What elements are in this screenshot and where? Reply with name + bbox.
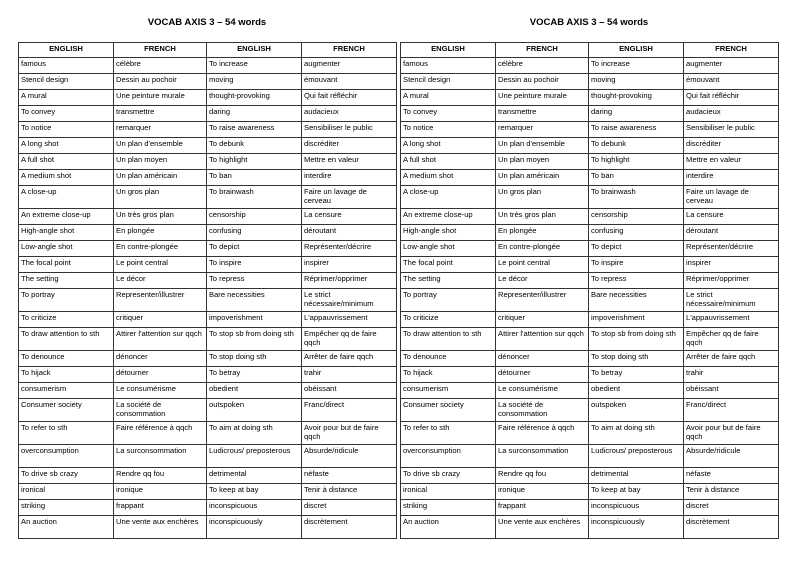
- english-term: To draw attention to sth: [401, 328, 496, 351]
- english-term: famous: [401, 58, 496, 74]
- english-term: To betray: [589, 367, 684, 383]
- french-translation: La surconsommation: [114, 445, 207, 468]
- table-row: [19, 186, 397, 209]
- english-term: To stop doing sth: [207, 351, 302, 367]
- english-term: daring: [207, 106, 302, 122]
- table-row: [401, 367, 779, 383]
- english-term: Low-angle shot: [19, 241, 114, 257]
- french-translation: Rendre qq fou: [496, 468, 589, 484]
- french-translation: discret: [684, 500, 779, 516]
- french-translation: ironique: [114, 484, 207, 500]
- table-row: [19, 328, 397, 351]
- vocab-sheet-right: [400, 16, 778, 539]
- english-term: To refer to sth: [19, 422, 114, 445]
- french-translation: Une vente aux enchères: [496, 516, 589, 539]
- english-term: obedient: [589, 383, 684, 399]
- english-term: To denounce: [401, 351, 496, 367]
- english-term: To ban: [589, 170, 684, 186]
- english-term: daring: [589, 106, 684, 122]
- table-row: [401, 484, 779, 500]
- english-term: The setting: [19, 273, 114, 289]
- english-term: To depict: [207, 241, 302, 257]
- french-translation: déroutant: [684, 225, 779, 241]
- french-translation: Franc/direct: [684, 399, 779, 422]
- table-row: [19, 74, 397, 90]
- french-translation: célèbre: [496, 58, 589, 74]
- english-term: A full shot: [401, 154, 496, 170]
- french-translation: émouvant: [684, 74, 779, 90]
- french-translation: discrètement: [684, 516, 779, 539]
- french-translation: Avoir pour but de faire qqch: [684, 422, 779, 445]
- french-translation: Une vente aux enchères: [114, 516, 207, 539]
- header-row: [19, 43, 397, 58]
- table-row: [19, 106, 397, 122]
- english-term: consumerism: [19, 383, 114, 399]
- french-translation: Un plan d'ensemble: [114, 138, 207, 154]
- english-term: To convey: [401, 106, 496, 122]
- french-translation: transmettre: [114, 106, 207, 122]
- french-translation: Un plan moyen: [496, 154, 589, 170]
- english-term: Stencil design: [401, 74, 496, 90]
- table-row: [19, 500, 397, 516]
- table-row: [401, 273, 779, 289]
- english-term: Bare necessities: [207, 289, 302, 312]
- english-term: inconspicuously: [589, 516, 684, 539]
- table-row: [401, 445, 779, 468]
- english-term: Low-angle shot: [401, 241, 496, 257]
- table-row: [19, 241, 397, 257]
- french-translation: émouvant: [302, 74, 397, 90]
- english-term: A medium shot: [401, 170, 496, 186]
- vocab-table: [400, 42, 779, 539]
- table-row: [19, 399, 397, 422]
- english-term: impoverishment: [207, 312, 302, 328]
- english-term: To debunk: [589, 138, 684, 154]
- french-translation: Dessin au pochoir: [496, 74, 589, 90]
- english-term: To portray: [401, 289, 496, 312]
- table-row: [401, 257, 779, 273]
- french-translation: frappant: [114, 500, 207, 516]
- english-term: consumerism: [401, 383, 496, 399]
- english-term: To criticize: [19, 312, 114, 328]
- english-term: A long shot: [19, 138, 114, 154]
- french-translation: obéissant: [684, 383, 779, 399]
- french-translation: audacieux: [684, 106, 779, 122]
- column-header: FRENCH: [302, 43, 397, 58]
- french-translation: augmenter: [302, 58, 397, 74]
- french-translation: Le décor: [114, 273, 207, 289]
- french-translation: Faire un lavage de cerveau: [302, 186, 397, 209]
- french-translation: Representer/illustrer: [496, 289, 589, 312]
- english-term: inconspicuous: [589, 500, 684, 516]
- english-term: To betray: [207, 367, 302, 383]
- english-term: thought-provoking: [207, 90, 302, 106]
- english-term: striking: [19, 500, 114, 516]
- french-translation: Le consumérisme: [496, 383, 589, 399]
- french-translation: Rendre qq fou: [114, 468, 207, 484]
- french-translation: Arrêter de faire qqch: [302, 351, 397, 367]
- english-term: A medium shot: [19, 170, 114, 186]
- english-term: To hijack: [401, 367, 496, 383]
- english-term: An extreme close-up: [19, 209, 114, 225]
- french-translation: Empêcher qq de faire qqch: [684, 328, 779, 351]
- english-term: An auction: [19, 516, 114, 539]
- french-translation: L'appauvrissement: [684, 312, 779, 328]
- english-term: To keep at bay: [207, 484, 302, 500]
- table-row: [19, 367, 397, 383]
- french-translation: discréditer: [684, 138, 779, 154]
- french-translation: trahir: [684, 367, 779, 383]
- english-term: To ban: [207, 170, 302, 186]
- english-term: detrimental: [589, 468, 684, 484]
- table-row: [19, 154, 397, 170]
- table-row: [401, 383, 779, 399]
- french-translation: Le consumérisme: [114, 383, 207, 399]
- english-term: To criticize: [401, 312, 496, 328]
- english-term: Stencil design: [19, 74, 114, 90]
- french-translation: La censure: [684, 209, 779, 225]
- english-term: overconsumption: [19, 445, 114, 468]
- column-header: ENGLISH: [589, 43, 684, 58]
- english-term: Consumer society: [401, 399, 496, 422]
- french-translation: Tenir à distance: [684, 484, 779, 500]
- french-translation: transmettre: [496, 106, 589, 122]
- french-translation: En contre-plongée: [496, 241, 589, 257]
- english-term: To increase: [589, 58, 684, 74]
- french-translation: interdire: [684, 170, 779, 186]
- english-term: To highlight: [589, 154, 684, 170]
- english-term: To portray: [19, 289, 114, 312]
- table-row: [19, 289, 397, 312]
- table-row: [19, 58, 397, 74]
- table-row: [401, 90, 779, 106]
- french-translation: Sensibiliser le public: [684, 122, 779, 138]
- english-term: To convey: [19, 106, 114, 122]
- table-row: [401, 74, 779, 90]
- english-term: To inspire: [207, 257, 302, 273]
- english-term: To highlight: [207, 154, 302, 170]
- english-term: censorship: [589, 209, 684, 225]
- french-translation: Une peinture murale: [114, 90, 207, 106]
- column-header: ENGLISH: [401, 43, 496, 58]
- table-row: [19, 138, 397, 154]
- sheet-title: VOCAB AXIS 3 – 54 words: [529, 17, 649, 28]
- french-translation: déroutant: [302, 225, 397, 241]
- table-row: [19, 468, 397, 484]
- french-translation: Faire référence à qqch: [496, 422, 589, 445]
- french-translation: Un plan moyen: [114, 154, 207, 170]
- english-term: thought-provoking: [589, 90, 684, 106]
- english-term: To brainwash: [589, 186, 684, 209]
- french-translation: Representer/illustrer: [114, 289, 207, 312]
- english-term: confusing: [589, 225, 684, 241]
- french-translation: inspirer: [684, 257, 779, 273]
- english-term: To keep at bay: [589, 484, 684, 500]
- english-term: To refer to sth: [401, 422, 496, 445]
- table-row: [401, 289, 779, 312]
- table-row: [401, 516, 779, 539]
- english-term: inconspicuous: [207, 500, 302, 516]
- english-term: outspoken: [589, 399, 684, 422]
- french-translation: inspirer: [302, 257, 397, 273]
- french-translation: remarquer: [114, 122, 207, 138]
- english-term: A long shot: [401, 138, 496, 154]
- table-row: [19, 122, 397, 138]
- english-term: A mural: [401, 90, 496, 106]
- english-term: To notice: [401, 122, 496, 138]
- english-term: A full shot: [19, 154, 114, 170]
- english-term: moving: [589, 74, 684, 90]
- vocab-table-body: [401, 58, 779, 539]
- english-term: detrimental: [207, 468, 302, 484]
- french-translation: Avoir pour but de faire qqch: [302, 422, 397, 445]
- french-translation: néfaste: [302, 468, 397, 484]
- table-row: [401, 399, 779, 422]
- english-term: Ludicrous/ preposterous: [589, 445, 684, 468]
- english-term: To inspire: [589, 257, 684, 273]
- french-translation: Un plan américain: [114, 170, 207, 186]
- french-translation: détourner: [496, 367, 589, 383]
- english-term: A close-up: [19, 186, 114, 209]
- english-term: To denounce: [19, 351, 114, 367]
- column-header: FRENCH: [684, 43, 779, 58]
- table-row: [401, 209, 779, 225]
- french-translation: Absurde/ridicule: [684, 445, 779, 468]
- french-translation: Dessin au pochoir: [114, 74, 207, 90]
- table-row: [401, 312, 779, 328]
- english-term: To stop sb from doing sth: [207, 328, 302, 351]
- english-term: To repress: [207, 273, 302, 289]
- french-translation: trahir: [302, 367, 397, 383]
- french-translation: Sensibiliser le public: [302, 122, 397, 138]
- table-row: [401, 186, 779, 209]
- table-row: [19, 257, 397, 273]
- french-translation: Attirer l'attention sur qqch: [114, 328, 207, 351]
- english-term: To debunk: [207, 138, 302, 154]
- french-translation: Réprimer/opprimer: [684, 273, 779, 289]
- english-term: famous: [19, 58, 114, 74]
- table-row: [19, 225, 397, 241]
- french-translation: discret: [302, 500, 397, 516]
- english-term: moving: [207, 74, 302, 90]
- english-term: ironical: [19, 484, 114, 500]
- table-row: [401, 58, 779, 74]
- french-translation: remarquer: [496, 122, 589, 138]
- table-row: [19, 484, 397, 500]
- table-row: [401, 106, 779, 122]
- table-row: [401, 225, 779, 241]
- english-term: To hijack: [19, 367, 114, 383]
- table-row: [401, 138, 779, 154]
- english-term: The focal point: [19, 257, 114, 273]
- english-term: striking: [401, 500, 496, 516]
- english-term: To repress: [589, 273, 684, 289]
- english-term: censorship: [207, 209, 302, 225]
- table-row: [19, 273, 397, 289]
- french-translation: frappant: [496, 500, 589, 516]
- french-translation: Un très gros plan: [114, 209, 207, 225]
- table-row: [19, 383, 397, 399]
- french-translation: détourner: [114, 367, 207, 383]
- french-translation: célèbre: [114, 58, 207, 74]
- table-row: [401, 328, 779, 351]
- english-term: An auction: [401, 516, 496, 539]
- english-term: To notice: [19, 122, 114, 138]
- french-translation: critiquer: [114, 312, 207, 328]
- french-translation: Qui fait réfléchir: [684, 90, 779, 106]
- french-translation: Un gros plan: [496, 186, 589, 209]
- french-translation: critiquer: [496, 312, 589, 328]
- table-row: [401, 500, 779, 516]
- column-header: ENGLISH: [207, 43, 302, 58]
- french-translation: Représenter/décrire: [684, 241, 779, 257]
- english-term: To raise awareness: [207, 122, 302, 138]
- french-translation: La surconsommation: [496, 445, 589, 468]
- table-row: [19, 209, 397, 225]
- french-translation: Le décor: [496, 273, 589, 289]
- french-translation: dénoncer: [114, 351, 207, 367]
- english-term: To aim at doing sth: [207, 422, 302, 445]
- french-translation: dénoncer: [496, 351, 589, 367]
- french-translation: audacieux: [302, 106, 397, 122]
- french-translation: Faire un lavage de cerveau: [684, 186, 779, 209]
- table-row: [19, 422, 397, 445]
- table-row: [19, 516, 397, 539]
- table-row: [401, 122, 779, 138]
- english-term: To drive sb crazy: [19, 468, 114, 484]
- english-term: confusing: [207, 225, 302, 241]
- french-translation: Arrêter de faire qqch: [684, 351, 779, 367]
- english-term: Bare necessities: [589, 289, 684, 312]
- french-translation: Le point central: [114, 257, 207, 273]
- english-term: The setting: [401, 273, 496, 289]
- french-translation: ironique: [496, 484, 589, 500]
- french-translation: Le strict nécessaire/minimum: [302, 289, 397, 312]
- french-translation: Qui fait réfléchir: [302, 90, 397, 106]
- french-translation: néfaste: [684, 468, 779, 484]
- french-translation: Mettre en valeur: [302, 154, 397, 170]
- english-term: To aim at doing sth: [589, 422, 684, 445]
- table-row: [401, 154, 779, 170]
- table-row: [401, 351, 779, 367]
- english-term: To brainwash: [207, 186, 302, 209]
- french-translation: Le strict nécessaire/minimum: [684, 289, 779, 312]
- english-term: inconspicuously: [207, 516, 302, 539]
- french-translation: Un très gros plan: [496, 209, 589, 225]
- french-translation: Attirer l'attention sur qqch: [496, 328, 589, 351]
- table-row: [401, 170, 779, 186]
- french-translation: discréditer: [302, 138, 397, 154]
- table-row: [401, 241, 779, 257]
- french-translation: Tenir à distance: [302, 484, 397, 500]
- french-translation: Un plan américain: [496, 170, 589, 186]
- english-term: To depict: [589, 241, 684, 257]
- french-translation: En contre-plongée: [114, 241, 207, 257]
- english-term: impoverishment: [589, 312, 684, 328]
- table-row: [19, 445, 397, 468]
- french-translation: En plongée: [114, 225, 207, 241]
- french-translation: Un gros plan: [114, 186, 207, 209]
- french-translation: discrètement: [302, 516, 397, 539]
- english-term: To draw attention to sth: [19, 328, 114, 351]
- english-term: High-angle shot: [19, 225, 114, 241]
- french-translation: La société de consommation: [496, 399, 589, 422]
- column-header: FRENCH: [496, 43, 589, 58]
- column-header: FRENCH: [114, 43, 207, 58]
- french-translation: Le point central: [496, 257, 589, 273]
- french-translation: Réprimer/opprimer: [302, 273, 397, 289]
- french-translation: Représenter/décrire: [302, 241, 397, 257]
- english-term: High-angle shot: [401, 225, 496, 241]
- french-translation: En plongée: [496, 225, 589, 241]
- english-term: ironical: [401, 484, 496, 500]
- english-term: To stop sb from doing sth: [589, 328, 684, 351]
- header-row: [401, 43, 779, 58]
- vocab-table: [18, 42, 397, 539]
- table-row: [19, 170, 397, 186]
- english-term: overconsumption: [401, 445, 496, 468]
- english-term: To increase: [207, 58, 302, 74]
- french-translation: La censure: [302, 209, 397, 225]
- french-translation: interdire: [302, 170, 397, 186]
- english-term: To stop doing sth: [589, 351, 684, 367]
- table-row: [401, 422, 779, 445]
- english-term: An extreme close-up: [401, 209, 496, 225]
- column-header: ENGLISH: [19, 43, 114, 58]
- french-translation: Faire référence à qqch: [114, 422, 207, 445]
- english-term: The focal point: [401, 257, 496, 273]
- french-translation: Un plan d'ensemble: [496, 138, 589, 154]
- french-translation: Franc/direct: [302, 399, 397, 422]
- french-translation: Empêcher qq de faire qqch: [302, 328, 397, 351]
- french-translation: obéissant: [302, 383, 397, 399]
- table-row: [19, 351, 397, 367]
- french-translation: La société de consommation: [114, 399, 207, 422]
- french-translation: Une peinture murale: [496, 90, 589, 106]
- vocab-table-body: [19, 58, 397, 539]
- english-term: A close-up: [401, 186, 496, 209]
- english-term: A mural: [19, 90, 114, 106]
- vocab-sheet-left: [18, 16, 396, 539]
- english-term: Consumer society: [19, 399, 114, 422]
- sheet-title: VOCAB AXIS 3 – 54 words: [147, 17, 267, 28]
- english-term: To raise awareness: [589, 122, 684, 138]
- table-row: [19, 312, 397, 328]
- english-term: outspoken: [207, 399, 302, 422]
- french-translation: Absurde/ridicule: [302, 445, 397, 468]
- french-translation: Mettre en valeur: [684, 154, 779, 170]
- french-translation: L'appauvrissement: [302, 312, 397, 328]
- english-term: To drive sb crazy: [401, 468, 496, 484]
- table-row: [19, 90, 397, 106]
- english-term: obedient: [207, 383, 302, 399]
- french-translation: augmenter: [684, 58, 779, 74]
- english-term: Ludicrous/ preposterous: [207, 445, 302, 468]
- table-row: [401, 468, 779, 484]
